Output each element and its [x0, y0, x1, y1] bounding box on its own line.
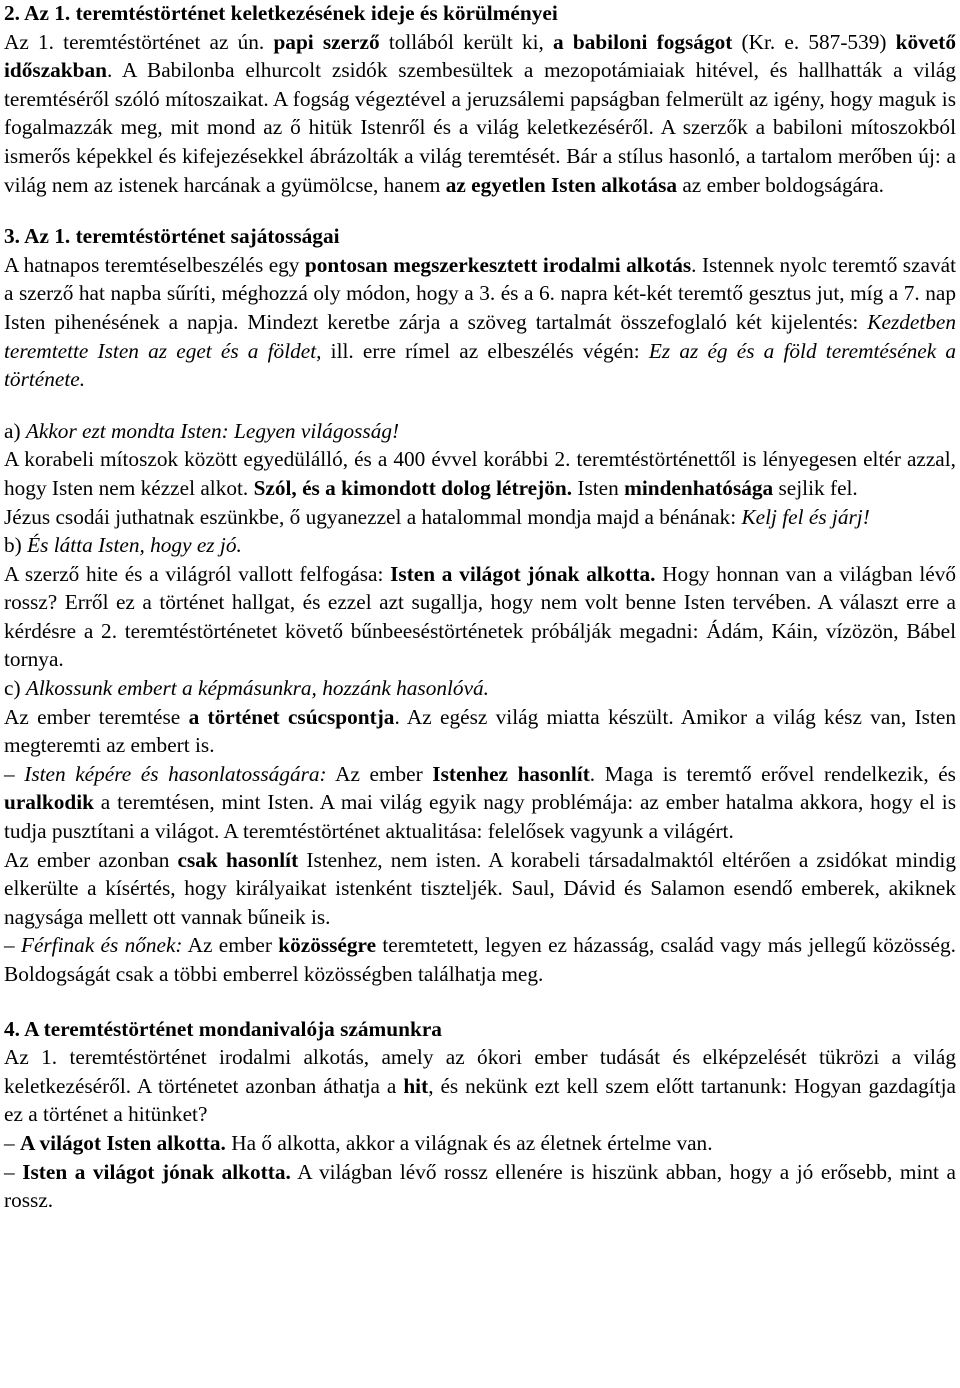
italic-text: Kezdetben teremtette Isten az eget és a földet,	[4, 309, 956, 363]
god-made-world-good-paragraph	[4, 1158, 956, 1215]
text-run: az ember boldogságára.	[677, 172, 884, 197]
text-run: . Az egész világ miatta készült. Amikor a világ kész van, Isten megteremti az embert is.	[4, 704, 956, 758]
point-a-paragraph	[4, 445, 956, 502]
text-run: Ha ő alkotta, akkor a világnak és az életnek értelme van.	[225, 1130, 713, 1155]
point-b-line	[4, 531, 956, 560]
bold-text: hit	[403, 1073, 429, 1098]
italic-text: Isten képére és hasonlatosságára:	[24, 761, 327, 786]
text-run: Isten	[572, 475, 625, 500]
section-2-paragraph	[4, 28, 956, 200]
bold-text: uralkodik	[4, 790, 94, 815]
text-run: b)	[4, 533, 28, 558]
text-run: sejlik fel.	[773, 475, 858, 500]
bold-text: Istenhez hasonlít	[432, 761, 590, 786]
section-4-heading: 4. A teremtéstörténet mondanivalója számunkra	[4, 1016, 442, 1041]
bold-text: csak hasonlít	[177, 847, 299, 872]
section-4-intro-paragraph	[4, 1043, 956, 1129]
text-run: Az ember	[182, 933, 279, 958]
bold-text: Szól, és a kimondott dolog létrejön.	[253, 475, 573, 500]
bold-text: Isten a világot jónak alkotta.	[390, 561, 656, 586]
text-run: . Istennek nyolc teremtő szavát a szerző hat napba sűríti, méghozzá oly módon, hogy a 3. és a 6. napra két-két teremtő gesztus jut, míg a 7. nap Isten pihenésének a napja. Mindezt keretbe zárja a szöveg tartalmát összefoglaló két kijelentés:	[4, 252, 957, 334]
man-and-woman-paragraph	[4, 931, 956, 988]
italic-text: Kelj fel és járj!	[741, 504, 870, 529]
text-run: . A Babilonba elhurcolt zsidók szembesültek a mezopotámiaiak hitével, és hallhatták a világ teremtéséről szóló mítoszaikat. A fogság végeztével a jeruzsálemi papságban felmerült az igény, hogy maguk is fogalmazzák meg, mit mond az ő hitük Istenről és a világ keletkezéséről. A szerzők a babiloni mítoszokból ismerős képekkel és kifejezésekkel ábrázolták a világ teremtését. Bár a stílus hasonló, a tartalom merőben új: a világ nem az istenek harcának a gyümölcse, hanem	[4, 58, 956, 197]
italic-text: Alkossunk embert a képmásunkra, hozzánk hasonlóvá.	[25, 676, 490, 701]
section-3-heading: 3. Az 1. teremtéstörténet sajátosságai	[4, 224, 340, 249]
text-run: a)	[4, 418, 26, 443]
text-run: Istenhez, nem isten. A korabeli társadalmaktól eltérően a zsidókat mindig elkerülte a kísértés, hogy királyaikat istenként tiszteljék. Saul, Dávid és Salamon esendő emberek, akiknek nagysága mellett ott vannak bűneik is.	[4, 847, 956, 929]
section-3-intro-paragraph	[4, 251, 956, 394]
image-likeness-paragraph	[4, 760, 956, 846]
section-2-heading: 2. Az 1. teremtéstörténet keletkezésének ideje és körülményei	[4, 1, 558, 25]
text-run: teremtetett, legyen ez házasság, család vagy más jellegű közösség. Boldogságát csak a többi emberrel közösségben találhatja meg.	[4, 933, 956, 986]
text-run: Az 1. teremtéstörténet irodalmi alkotás, amely az ókori ember tudását és elképzelését tükrözi a világ keletkezéséről. A történetet azonban áthatja a	[4, 1045, 956, 1098]
text-run: Hogy honnan van a világban lévő rossz? Erről ez a történet hallgat, és ezzel azt sugallja, hogy nem volt benne Isten tervében. A választ erre a kérdésre a 2. teremtéstörténetet követő bűnbeeséstörténetek próbálják megadni: Ádám, Káin, vízözön, Bábel tornya.	[4, 561, 956, 672]
text-run: –	[4, 1130, 20, 1155]
text-run: A szerző hite és a világról vallott felfogása:	[4, 561, 391, 586]
text-run: A hatnapos teremtéselbeszélés egy	[4, 252, 305, 277]
text-run: Jézus csodái juthatnak eszünkbe, ő ugyanezzel a hatalommal mondja majd a bénának:	[4, 504, 742, 529]
only-resembles-paragraph	[4, 846, 956, 932]
text-run: –	[4, 1159, 23, 1184]
text-run: Az ember	[326, 761, 433, 786]
bold-text: a történet csúcspontja	[188, 704, 395, 729]
point-c-line	[4, 674, 956, 703]
bold-text: papi szerző	[273, 29, 380, 54]
text-run: Az ember teremtése	[4, 704, 189, 729]
point-a-jesus-paragraph	[4, 503, 956, 532]
bold-text: közösségre	[278, 933, 377, 958]
italic-text: Akkor ezt mondta Isten: Legyen világosság!	[25, 418, 400, 443]
bold-text: A világot Isten alkotta.	[19, 1130, 226, 1155]
italic-text: És látta Isten, hogy ez jó.	[27, 533, 242, 558]
point-a-line	[4, 417, 956, 446]
text-run: Az ember azonban	[4, 847, 178, 872]
god-made-world-paragraph	[4, 1129, 956, 1158]
text-run: (Kr. e. 587-539)	[732, 29, 896, 54]
text-run: , és nekünk ezt kell szem előtt tartanunk: Hogyan gazdagítja ez a történet a hitünket?	[4, 1073, 956, 1127]
text-run: Az 1. teremtéstörténet az ún.	[4, 29, 274, 54]
bold-text: Isten a világot jónak alkotta.	[22, 1159, 291, 1184]
italic-text: Férfinak és nőnek:	[20, 933, 183, 958]
point-c-paragraph	[4, 703, 956, 760]
text-run: ill. erre rímel az elbeszélés végén:	[321, 338, 649, 363]
text-run: –	[4, 761, 25, 786]
bold-text: a babiloni fogságot	[553, 29, 733, 54]
bold-text: az egyetlen Isten alkotása	[445, 172, 678, 197]
italic-text: Ez az ég és a föld teremtésének a története.	[4, 338, 956, 392]
text-run: –	[4, 933, 21, 958]
text-run: A világban lévő rossz ellenére is hiszünk abban, hogy a jó erősebb, mint a rossz.	[4, 1159, 956, 1213]
text-run: a teremtésen, mint Isten. A mai világ egyik nagy problémája: az ember hatalma akkora, hogy el is tudja pusztítani a világot. A teremtéstörténet aktualitása: felelősek vagyunk a világért.	[4, 790, 956, 844]
bold-text: követő időszakban	[4, 29, 956, 83]
bold-text: mindenhatósága	[624, 475, 774, 500]
text-run: A korabeli mítoszok között egyedülálló, és a 400 évvel korábbi 2. teremtéstörténettől is lényegesen eltér azzal, hogy Isten nem kézzel alkot.	[4, 447, 956, 500]
text-run: . Maga is teremtő erővel rendelkezik, és	[589, 761, 956, 786]
text-run: tollából került ki,	[379, 29, 554, 54]
point-b-paragraph	[4, 560, 956, 674]
text-run: c)	[4, 676, 26, 701]
bold-text: pontosan megszerkesztett irodalmi alkotás	[304, 252, 692, 277]
